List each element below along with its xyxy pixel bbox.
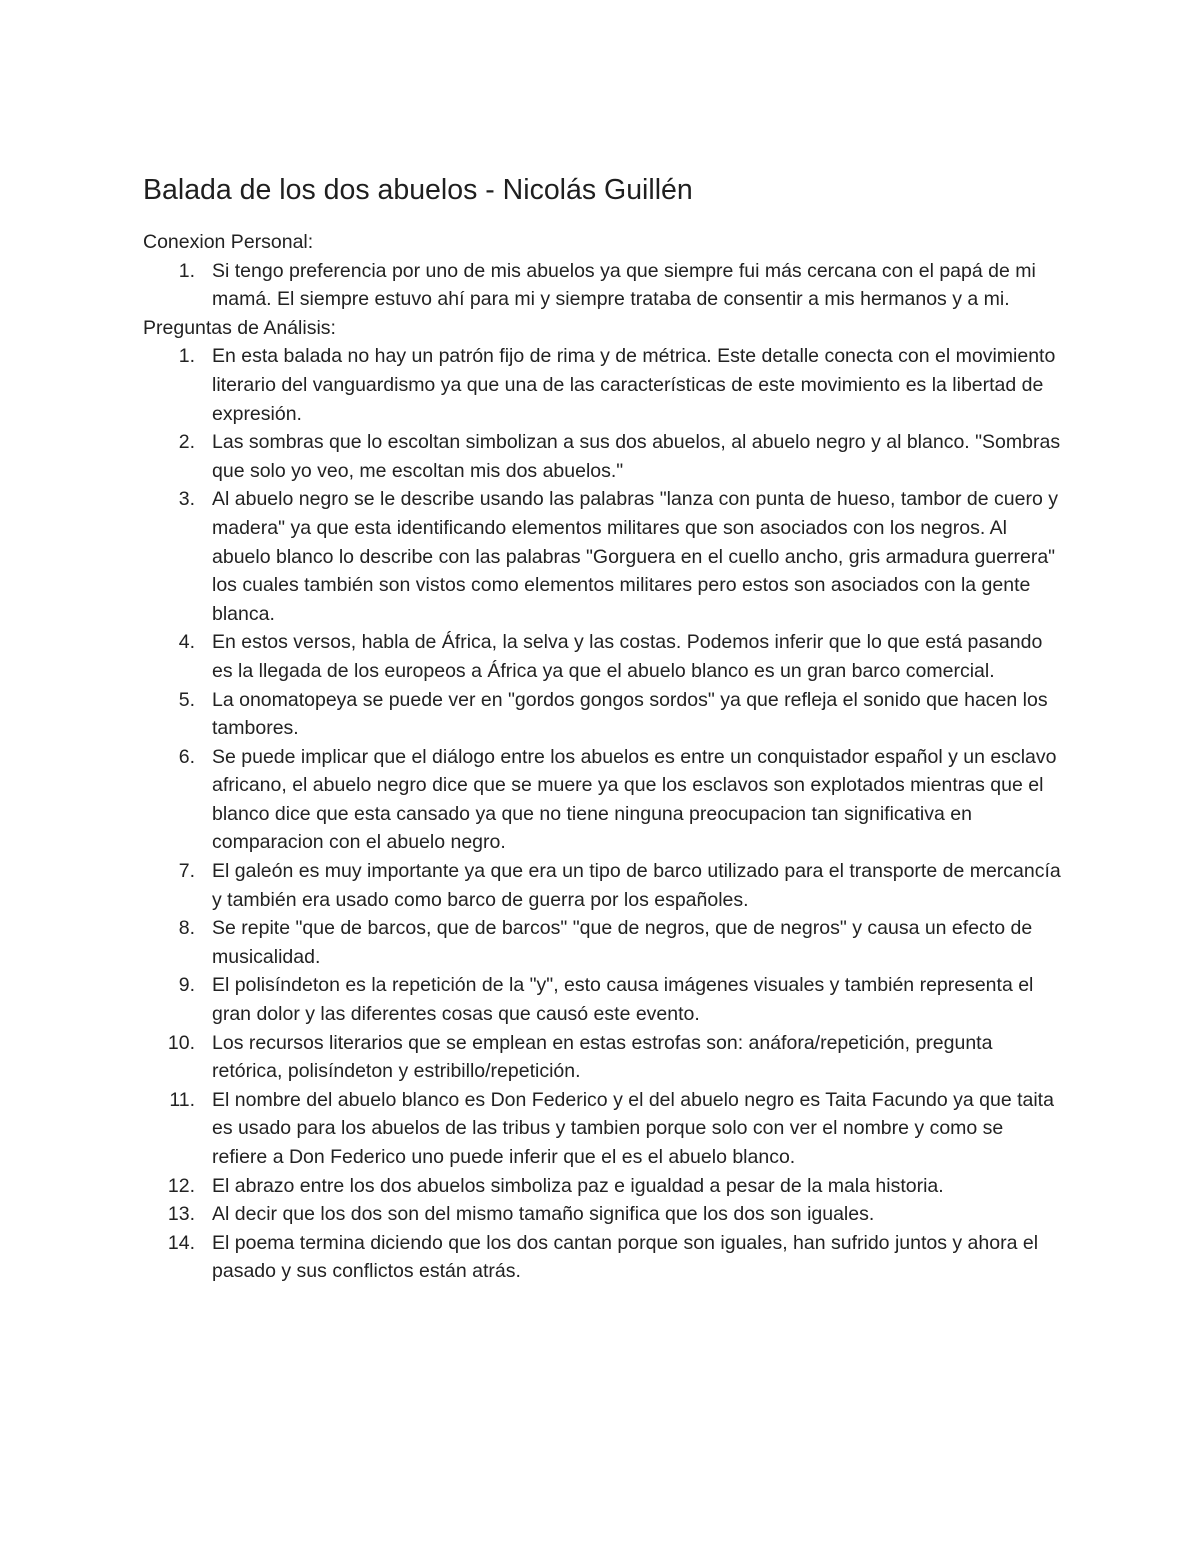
list-number: 4. bbox=[178, 631, 195, 654]
list-text: En esta balada no hay un patrón fijo de rima y de métrica. Este detalle conecta con el movimiento literario del vanguardismo ya que una de las características de este movimiento es la libertad de expresión. bbox=[212, 345, 1056, 425]
list-text: El poema termina diciendo que los dos cantan porque son iguales, han sufrido juntos y ahora el pasado y sus conflictos están atrás. bbox=[212, 1231, 1039, 1283]
list-text: La onomatopeya se puede ver en "gordos gongos sordos" ya que refleja el sonido que hacen los tambores. bbox=[212, 688, 1048, 740]
analysis-heading: Preguntas de Análisis: bbox=[143, 316, 336, 339]
list-item bbox=[178, 342, 1063, 428]
list-text: El galeón es muy importante ya que era un tipo de barco utilizado para el transporte de mercancía y también era usado como barco de guerra por los españoles. bbox=[212, 860, 1061, 911]
list-item bbox=[178, 428, 1063, 485]
list-text: En estos versos, habla de África, la selva y las costas. Podemos inferir que lo que está pasando es la llegada de los europeos a África ya que el abuelo blanco es un gran barco comercial. bbox=[212, 631, 1043, 682]
analysis-list bbox=[143, 342, 1063, 1286]
list-text: Se repite "que de barcos, que de barcos" "que de negros, que de negros" y causa un efecto de musicalidad. bbox=[212, 917, 1033, 968]
list-item bbox=[178, 914, 1063, 971]
list-text: Los recursos literarios que se emplean en estas estrofas son: anáfora/repetición, pregunta retórica, polisíndeton y estribillo/repetición. bbox=[212, 1031, 993, 1083]
list-text: Al decir que los dos son del mismo tamaño significa que los dos son iguales. bbox=[212, 1203, 875, 1226]
list-item bbox=[178, 686, 1063, 743]
list-text: El polisíndeton es la repetición de la "y", esto causa imágenes visuales y también representa el gran dolor y las diferentes cosas que causó este evento. bbox=[212, 974, 1034, 1026]
list-item bbox=[169, 1086, 1063, 1172]
list-number: 5. bbox=[178, 688, 195, 711]
list-item bbox=[178, 857, 1063, 914]
list-number: 3. bbox=[178, 488, 195, 511]
list-item bbox=[178, 971, 1063, 1028]
page-title: Balada de los dos abuelos - Nicolás Guillén bbox=[143, 174, 693, 206]
list-number: 7. bbox=[178, 860, 195, 883]
list-number: 11. bbox=[169, 1088, 195, 1111]
list-number: 10. bbox=[167, 1031, 195, 1054]
list-item bbox=[178, 743, 1063, 857]
list-number: 14. bbox=[167, 1231, 195, 1254]
list-text: Al abuelo negro se le describe usando las palabras "lanza con punta de hueso, tambor de cuero y madera" ya que esta identificando elementos militares que son asociados con los negros. Al abuelo blanco lo describe con las palabras "Gorguera en el cuello ancho, gris armadura guerrera" los cuales también son vistos como elementos militares pero estos son asociados con la gente blanca. bbox=[212, 488, 1058, 625]
list-number: 8. bbox=[178, 917, 195, 940]
list-number: 9. bbox=[178, 974, 195, 997]
list-text: Se puede implicar que el diálogo entre los abuelos es entre un conquistador español y un esclavo africano, el abuelo negro dice que se muere ya que los esclavos son explotados mientras que el blanco dice que esta cansado ya que no tiene ninguna preocupacion tan significativa en comparacion con el abuelo negro. bbox=[212, 745, 1057, 854]
list-text: Si tengo preferencia por uno de mis abuelos ya que siempre fui más cercana con el papá de mi mamá. El siempre estuvo ahí para mi y siempre trataba de consentir a mis hermanos y a mi. bbox=[212, 259, 1036, 311]
list-text: Las sombras que lo escoltan simbolizan a sus dos abuelos, al abuelo negro y al blanco. "Sombras que solo yo veo, me escoltan mis dos abuelos." bbox=[212, 431, 1061, 482]
list-text: El abrazo entre los dos abuelos simboliza paz e igualdad a pesar de la mala historia. bbox=[212, 1174, 944, 1197]
list-number: 13. bbox=[167, 1203, 195, 1226]
list-item bbox=[167, 1200, 1063, 1229]
list-item bbox=[178, 628, 1063, 685]
list-text: El nombre del abuelo blanco es Don Federico y el del abuelo negro es Taita Facundo ya que taita es usado para los abuelos de las tribus y tambien porque solo con ver el nombre y como se refiere a Don Federico uno puede inferir que el es el abuelo blanco. bbox=[212, 1088, 1054, 1168]
list-number: 12. bbox=[167, 1174, 195, 1197]
personal-list bbox=[143, 257, 1063, 314]
document-page bbox=[143, 170, 1063, 1286]
list-item bbox=[167, 1029, 1063, 1086]
personal-heading: Conexion Personal: bbox=[143, 231, 314, 253]
list-number: 6. bbox=[178, 745, 195, 768]
list-item bbox=[167, 1172, 1063, 1201]
list-number: 2. bbox=[178, 431, 195, 454]
list-number: 1. bbox=[178, 345, 195, 368]
list-number: 1. bbox=[178, 259, 195, 282]
list-item bbox=[178, 257, 1063, 314]
list-item bbox=[167, 1229, 1063, 1286]
list-item bbox=[178, 485, 1063, 628]
